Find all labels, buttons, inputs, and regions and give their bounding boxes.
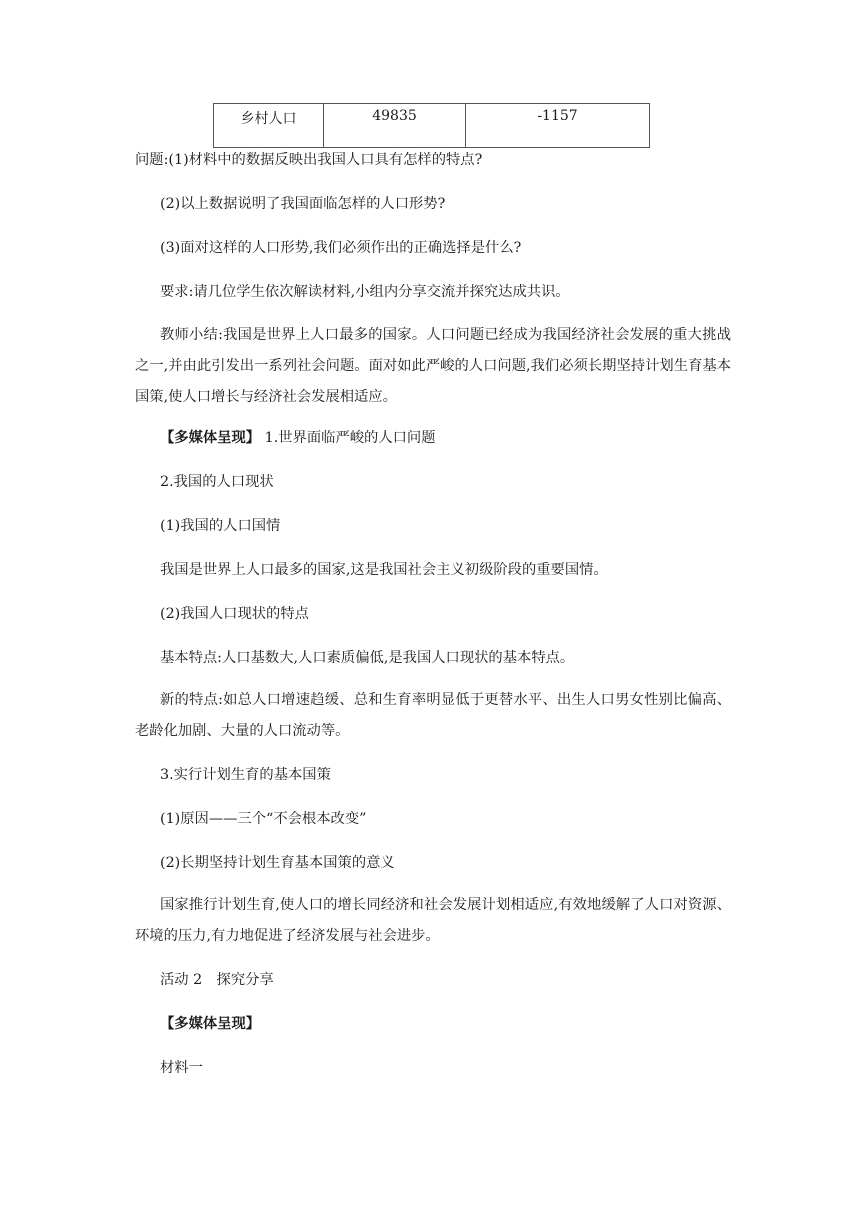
multimedia-text: 1.世界面临严峻的人口问题 [264, 430, 436, 446]
table-cell-label: 乡村人口 [214, 104, 324, 148]
section-3-2-heading: (2)长期坚持计划生育基本国策的意义 [160, 855, 395, 871]
question-3: (3)面对这样的人口形势,我们必须作出的正确选择是什么? [160, 240, 522, 256]
section-3-2-text: 国家推行计划生育,使人口的增长同经济和社会发展计划相适应,有效地缓解了人口对资源、环境的压力,有力地促进了经济发展与社会进步。 [135, 897, 731, 944]
basic-features-text: 基本特点:人口基数大,人口素质偏低,是我国人口现状的基本特点。 [160, 650, 575, 666]
section-2-heading: 2.我国的人口现状 [160, 474, 274, 490]
section-2-1-heading: (1)我国的人口国情 [160, 518, 281, 534]
activity-2-heading: 活动 2 探究分享 [160, 972, 274, 988]
new-features-text: 新的特点:如总人口增速趋缓、总和生育率明显低于更替水平、出生人口男女性别比偏高、老龄化加剧、大量的人口流动等。 [135, 692, 731, 739]
teacher-summary: 教师小结:我国是世界上人口最多的国家。人口问题已经成为我国经济社会发展的重大挑战之一,并由此引发出一系列社会问题。面对如此严峻的人口问题,我们必须长期坚持计划生育基本国策,使人口增长与经济社会发展相适应。 [135, 327, 731, 405]
section-3-1-heading: (1)原因——三个“不会根本改变” [160, 811, 367, 827]
multimedia-tag: 【多媒体呈现】 [160, 430, 261, 446]
table-cell-change: -1157 [466, 104, 650, 148]
section-2-2-heading: (2)我国人口现状的特点 [160, 606, 309, 622]
section-2-1-text: 我国是世界上人口最多的国家,这是我国社会主义初级阶段的重要国情。 [160, 562, 608, 578]
population-table [213, 103, 650, 148]
table-cell-value: 49835 [324, 104, 466, 148]
question-1: 问题:(1)材料中的数据反映出我国人口具有怎样的特点? [135, 152, 483, 168]
question-2: (2)以上数据说明了我国面临怎样的人口形势? [160, 196, 446, 212]
multimedia-heading-1 [160, 428, 436, 448]
material-1-label: 材料一 [160, 1060, 203, 1076]
multimedia-heading-2: 【多媒体呈现】 [160, 1016, 261, 1032]
table-row [214, 104, 650, 148]
section-3-heading: 3.实行计划生育的基本国策 [160, 767, 331, 783]
requirement-text: 要求:请几位学生依次解读材料,小组内分享交流并探究达成共识。 [160, 284, 570, 300]
